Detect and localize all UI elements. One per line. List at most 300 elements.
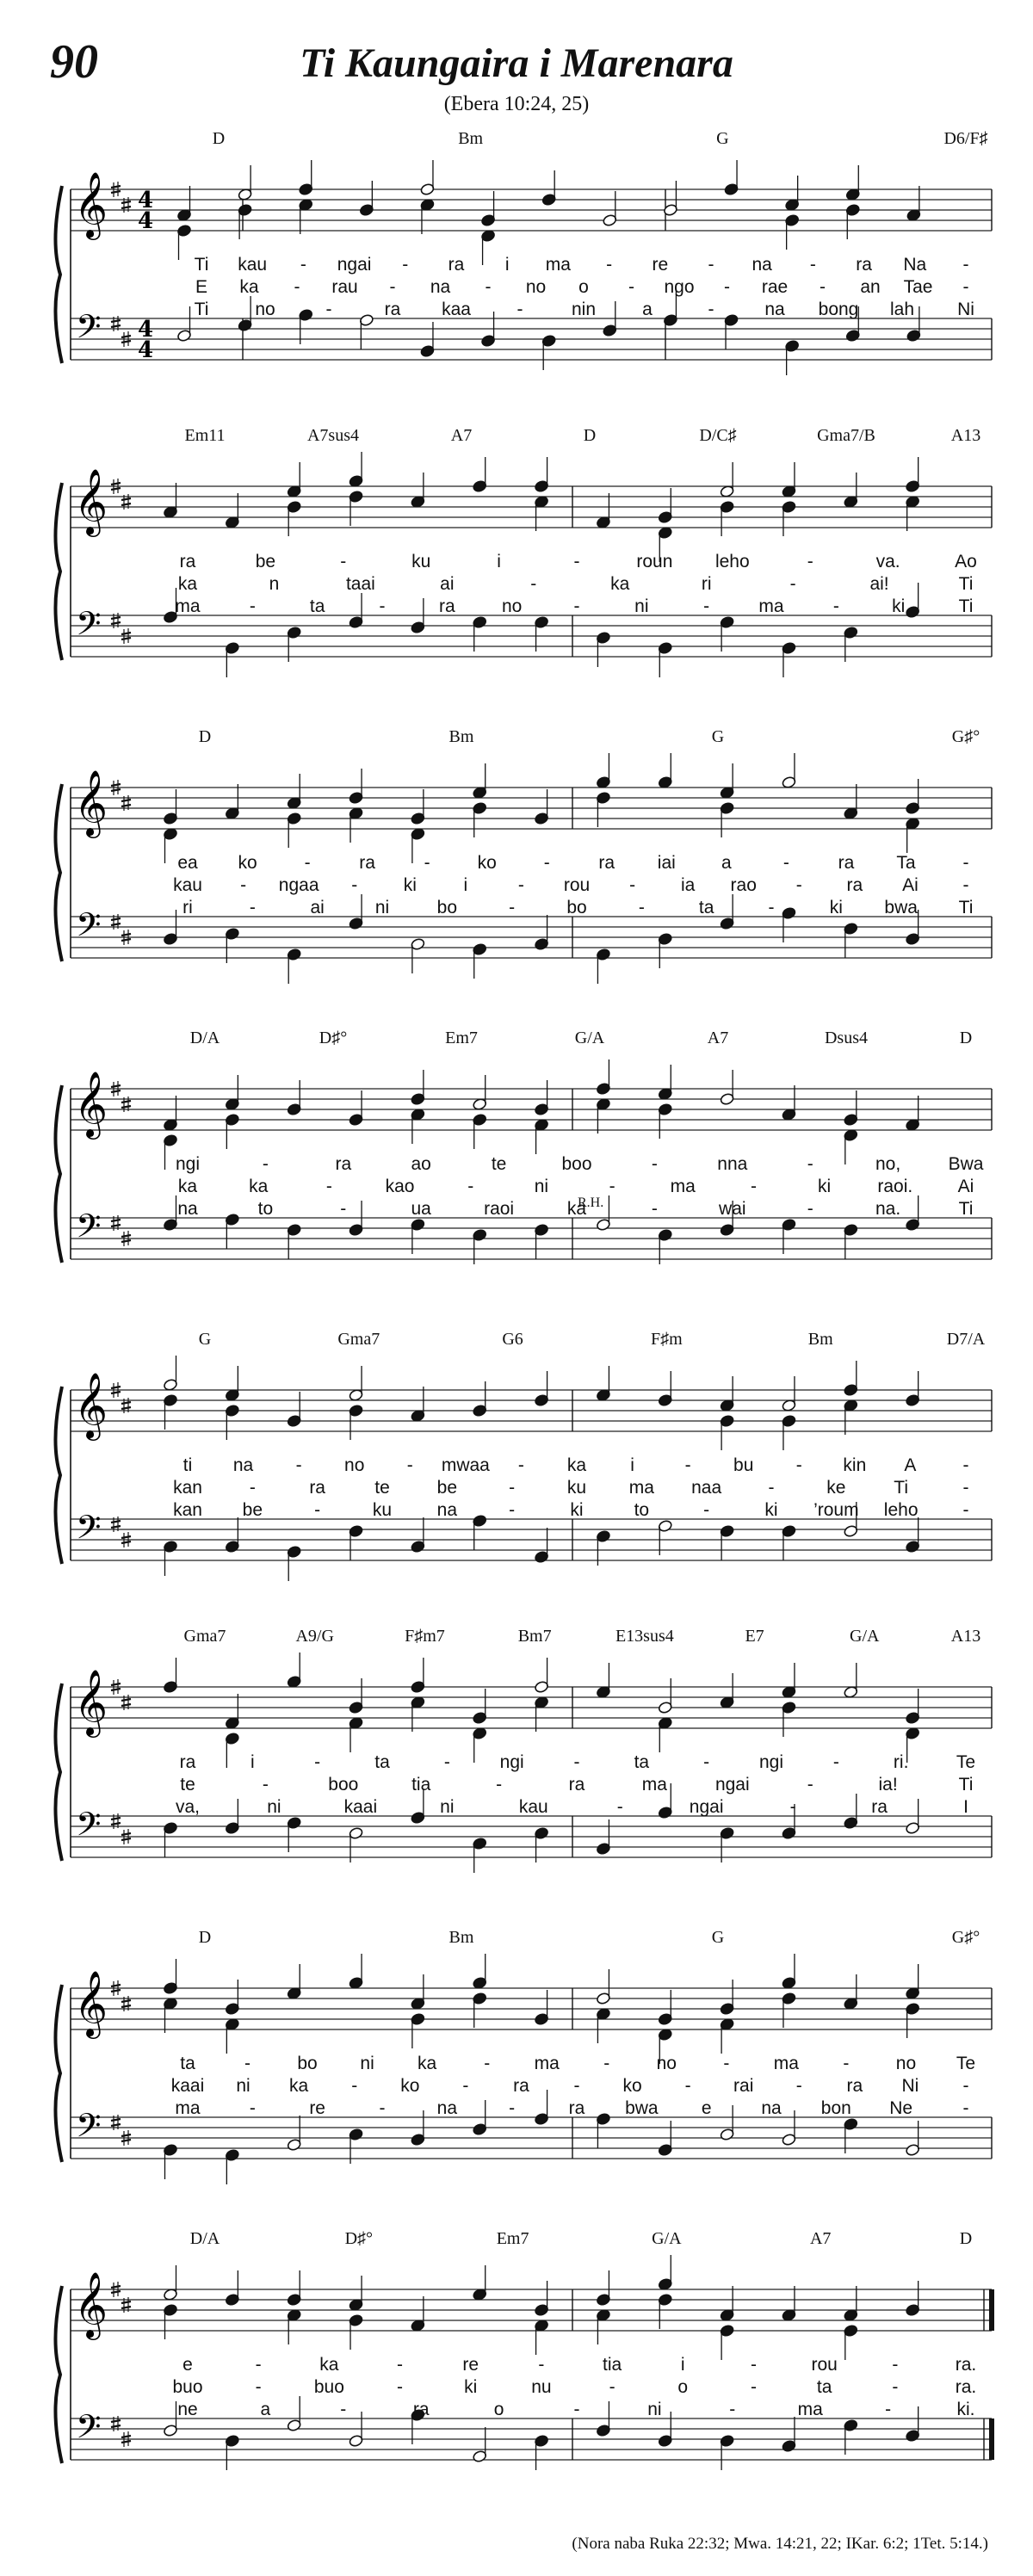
chord-symbol: F♯m: [651, 1330, 683, 1349]
lyric-syllable: -: [809, 255, 816, 275]
note-head: [299, 198, 313, 234]
note-head: [596, 631, 610, 667]
lyric-syllable: kaai: [343, 1797, 378, 1817]
lyric-syllable: kan: [173, 1478, 202, 1498]
chord-symbol: E13sus4: [615, 1627, 674, 1646]
lyric-syllable: Ti: [958, 1199, 974, 1219]
note-head: [163, 483, 177, 519]
lyric-syllable: ko: [238, 853, 257, 873]
note-head: [411, 827, 425, 863]
lyric-syllable: boo: [561, 1154, 592, 1174]
note-head: [658, 2255, 672, 2291]
note-head: [905, 457, 919, 493]
lyric-syllable: -: [807, 552, 813, 571]
note-head: [238, 296, 252, 332]
note-head: [596, 2270, 610, 2307]
right-hand-marking: R.H.: [578, 1195, 604, 1210]
note-head: [411, 1108, 425, 1144]
lyric-syllable: -: [962, 2098, 969, 2118]
lyric-syllable: -: [379, 2098, 386, 2118]
lyric-syllable: rau: [331, 277, 358, 297]
lyric-syllable: ka: [610, 574, 630, 594]
music-system: [0, 727, 1033, 1037]
treble-clef-icon: 𝄞: [74, 468, 108, 534]
note-head: [782, 1376, 796, 1412]
note-head: [163, 2265, 177, 2301]
note-head: [844, 2324, 858, 2360]
note-head: [845, 203, 860, 239]
lyric-syllable: ra: [856, 255, 872, 275]
note-head: [658, 1678, 672, 1714]
note-head: [473, 1381, 487, 1418]
footer-note: (Nora naba Ruka 22:32; Mwa. 14:21, 22; IKar. 6:2; 1Tet. 5:14.): [572, 2535, 988, 2553]
lyric-syllable: ra: [359, 853, 375, 873]
chord-symbol: Gma7: [183, 1627, 226, 1646]
lyric-syllable: -: [729, 2400, 736, 2419]
note-head: [420, 322, 435, 358]
note-head: [844, 1361, 858, 1397]
lyric-syllable: ke: [826, 1478, 846, 1498]
lyric-syllable: a: [721, 853, 732, 873]
lyric-syllable: ra: [448, 255, 465, 275]
lyric-syllable: va,: [175, 1797, 201, 1817]
note-head: [349, 1524, 363, 1560]
note-head: [905, 1799, 919, 1835]
lyric-syllable: taai: [345, 574, 375, 594]
lyric-syllable: -: [249, 898, 256, 917]
lyric-syllable: -: [708, 300, 714, 319]
lyric-syllable: e: [701, 2098, 712, 2118]
lyric-syllable: Tae: [903, 277, 933, 297]
note-head: [411, 473, 425, 509]
lyric-syllable: ngi: [175, 1154, 201, 1174]
music-system: [0, 1928, 1033, 2238]
lyric-syllable: Ti: [194, 255, 209, 275]
note-head: [782, 2110, 796, 2147]
note-head: [349, 490, 363, 526]
note-head: [844, 473, 858, 509]
note-head: [287, 500, 301, 536]
note-head: [238, 165, 252, 201]
lyric-syllable: -: [750, 2377, 757, 2397]
note-head: [596, 2401, 610, 2437]
lyric-syllable: -: [543, 853, 550, 873]
lyric-syllable: ai: [310, 898, 325, 917]
lyric-syllable: -: [249, 1478, 256, 1498]
lyric-syllable: -: [262, 1775, 269, 1795]
bass-clef-icon: 𝄢: [76, 604, 102, 651]
lyric-syllable: -: [484, 2054, 491, 2073]
note-head: [176, 224, 191, 260]
lyric-syllable: na: [232, 1455, 254, 1475]
note-head: [720, 1980, 734, 2016]
lyric-syllable: -: [892, 2355, 899, 2375]
lyric-syllable: ka: [177, 574, 198, 594]
note-head: [844, 1090, 858, 1127]
lyric-syllable: be: [255, 552, 276, 571]
lyric-syllable: ni: [647, 2400, 662, 2419]
lyric-syllable: ra: [568, 1775, 585, 1795]
brace: [55, 1683, 62, 1861]
lyric-syllable: ai!: [869, 574, 889, 594]
note-head: [473, 2100, 487, 2136]
chord-symbol: Bm: [458, 129, 484, 148]
note-head: [720, 500, 734, 536]
lyric-syllable: ka: [319, 2355, 339, 2375]
note-head: [473, 801, 487, 837]
note-head: [287, 774, 301, 810]
hymn-number: 90: [50, 35, 98, 89]
lyric-syllable: ra: [846, 2076, 863, 2096]
note-head: [658, 1990, 672, 2026]
note-head: [534, 915, 548, 951]
chord-symbol: F♯m7: [405, 1627, 445, 1646]
lyric-syllable: ko: [477, 853, 497, 873]
lyric-syllable: ngai: [689, 1797, 724, 1817]
chord-symbol: A9/G: [295, 1627, 334, 1646]
bass-clef-icon: 𝄢: [76, 905, 102, 952]
lyric-syllable: ma: [641, 1775, 667, 1795]
chord-symbol: D: [959, 2229, 973, 2248]
lyric-syllable: bu: [733, 1455, 754, 1475]
brace: [55, 1387, 62, 1564]
time-signature: 4: [138, 188, 154, 213]
note-head: [534, 789, 548, 825]
note-head: [596, 1663, 610, 1699]
lyric-syllable: no: [255, 300, 275, 319]
note-head: [603, 301, 617, 337]
note-head: [473, 1075, 487, 1111]
note-head: [720, 462, 734, 498]
note-head: [658, 1065, 672, 1101]
note-head: [596, 493, 610, 529]
note-head: [784, 339, 799, 375]
note-head: [473, 1837, 487, 1873]
lyric-syllable: na: [436, 2098, 458, 2118]
lyric-syllable: ma: [534, 2054, 560, 2073]
note-head: [534, 2434, 548, 2470]
note-head: [905, 2121, 919, 2157]
chord-symbol: A7: [707, 1029, 729, 1047]
lyric-syllable: no,: [875, 1154, 901, 1174]
note-head: [349, 452, 363, 488]
lyric-syllable: ko: [622, 2076, 642, 2096]
lyric-syllable: ra: [568, 2098, 585, 2118]
hymn-title: Ti Kaungaira i Marenara: [300, 40, 733, 86]
lyric-syllable: -: [962, 255, 969, 275]
note-head: [844, 1223, 858, 1259]
lyric-syllable: ki: [818, 1177, 832, 1196]
note-head: [411, 1658, 425, 1694]
note-head: [349, 593, 363, 629]
lyric-syllable: Ti: [958, 574, 974, 594]
note-head: [299, 160, 313, 196]
chord-symbol: G/A: [652, 2229, 682, 2248]
note-head: [784, 176, 799, 212]
hymn-header: [0, 0, 1033, 120]
note-head: [287, 812, 301, 848]
lyric-syllable: an: [860, 277, 881, 297]
chord-symbol: A7: [809, 2229, 832, 2248]
note-head: [411, 2012, 425, 2048]
lyric-syllable: ma: [797, 2400, 823, 2419]
lyric-syllable: -: [351, 875, 358, 895]
note-head: [720, 2286, 734, 2322]
note-head: [720, 801, 734, 837]
note-head: [349, 2276, 363, 2312]
lyric-syllable: ngai: [337, 255, 372, 275]
note-head: [225, 1799, 239, 1835]
lyric-syllable: -: [379, 596, 386, 616]
note-head: [905, 2406, 919, 2443]
chord-symbol: E7: [745, 1627, 764, 1646]
lyric-syllable: ka: [289, 2076, 309, 2096]
lyric-syllable: -: [314, 1500, 321, 1520]
note-head: [658, 2121, 672, 2157]
note-head: [905, 1964, 919, 2000]
lyric-syllable: ta: [180, 2054, 195, 2073]
note-head: [287, 2308, 301, 2344]
lyric-syllable: wai: [719, 1199, 746, 1219]
lyric-syllable: kaa: [442, 300, 471, 319]
lyric-syllable: Ti: [194, 300, 209, 319]
note-head: [658, 641, 672, 677]
lyric-syllable: -: [789, 1797, 796, 1817]
lyric-syllable: iai: [657, 853, 676, 873]
lyric-syllable: -: [962, 1455, 969, 1475]
lyric-syllable: ra: [598, 853, 615, 873]
lyric-syllable: ra: [846, 875, 863, 895]
note-head: [163, 1356, 177, 1392]
lyric-syllable: ni: [634, 596, 649, 616]
lyric-syllable: i: [463, 875, 468, 895]
lyric-syllable: ki.: [892, 596, 911, 616]
chord-symbol: D/A: [189, 1029, 220, 1047]
lyric-syllable: ko: [400, 2076, 420, 2096]
lyric-syllable: ra: [384, 300, 401, 319]
lyric-syllable: re: [652, 255, 669, 275]
lyric-syllable: E: [195, 277, 208, 297]
lyric-syllable: ra: [335, 1154, 352, 1174]
lyric-syllable: no: [656, 2054, 677, 2073]
lyric-syllable: -: [723, 2054, 730, 2073]
note-head: [473, 1514, 487, 1550]
note-head: [287, 948, 301, 984]
chord-symbol: G/A: [574, 1029, 605, 1047]
lyric-syllable: ma: [545, 255, 571, 275]
lyric-syllable: -: [962, 875, 969, 895]
lyric-syllable: -: [406, 1455, 413, 1475]
lyric-syllable: raoi.: [877, 1177, 913, 1196]
note-head: [349, 1404, 363, 1440]
lyric-syllable: to: [634, 1500, 650, 1520]
treble-clef-icon: 𝄞: [74, 1372, 108, 1438]
chord-symbol: A7: [450, 426, 473, 445]
lyric-syllable: ma: [773, 2054, 799, 2073]
note-head: [349, 2412, 363, 2448]
lyric-syllable: -: [485, 277, 492, 297]
note-head: [163, 2143, 177, 2179]
note-head: [658, 753, 672, 789]
lyric-syllable: -: [768, 1478, 775, 1498]
bass-clef-icon: 𝄢: [76, 307, 102, 354]
chord-symbol: D7/A: [946, 1330, 986, 1349]
lyric-syllable: ra.: [955, 2377, 977, 2397]
staff-svg: [0, 129, 1033, 422]
treble-staff: [71, 1988, 992, 2029]
lyric-syllable: -: [530, 574, 537, 594]
note-head: [225, 1694, 239, 1730]
lyric-syllable: rai: [733, 2076, 754, 2096]
lyric-syllable: -: [314, 1752, 321, 1772]
lyric-syllable: ma: [628, 1478, 654, 1498]
note-head: [844, 2286, 858, 2322]
note-head: [782, 1085, 796, 1121]
lyric-syllable: no: [501, 596, 523, 616]
note-head: [782, 1414, 796, 1450]
note-head: [411, 1387, 425, 1423]
lyric-syllable: ma: [175, 2098, 201, 2118]
lyric-syllable: ta: [309, 596, 325, 616]
note-head: [473, 2427, 487, 2463]
lyric-syllable: -: [389, 277, 396, 297]
lyric-syllable: ni: [267, 1797, 281, 1817]
lyric-syllable: -: [807, 1154, 813, 1174]
note-head: [905, 1195, 919, 1232]
chord-symbol: Dsus4: [824, 1029, 869, 1047]
note-head: [163, 1959, 177, 1995]
note-head: [534, 1080, 548, 1116]
lyric-syllable: -: [255, 2355, 262, 2375]
lyric-syllable: na: [430, 277, 451, 297]
lyric-syllable: ra: [309, 1478, 325, 1498]
chord-symbol: Bm7: [517, 1627, 552, 1646]
lyric-syllable: kau: [518, 1797, 548, 1817]
lyric-syllable: va.: [875, 552, 900, 571]
note-head: [225, 641, 239, 677]
note-head: [720, 1673, 734, 1709]
brace: [55, 483, 62, 660]
lyric-syllable: Te: [956, 1752, 976, 1772]
lyric-syllable: n: [269, 574, 280, 594]
lyric-syllable: -: [538, 2355, 545, 2375]
lyric-syllable: ma: [758, 596, 784, 616]
lyric-syllable: lah: [889, 300, 915, 319]
note-head: [225, 1404, 239, 1440]
lyric-syllable: -: [703, 1752, 710, 1772]
lyric-syllable: be: [242, 1500, 263, 1520]
lyric-syllable: ka: [418, 2054, 437, 2073]
lyric-syllable: Bwa: [948, 1154, 984, 1174]
lyric-syllable: ka: [239, 277, 259, 297]
lyric-syllable: ngi: [499, 1752, 524, 1772]
lyric-syllable: ngi: [758, 1752, 784, 1772]
chord-symbol: G/A: [850, 1627, 880, 1646]
lyric-syllable: -: [820, 277, 826, 297]
lyric-syllable: -: [708, 255, 714, 275]
note-head: [411, 1517, 425, 1554]
lyric-syllable: bwa: [625, 2098, 659, 2118]
note-head: [287, 1964, 301, 2000]
lyric-syllable: ra: [838, 853, 855, 873]
note-head: [359, 313, 374, 349]
lyric-syllable: -: [724, 277, 730, 297]
lyric-syllable: Ta: [896, 853, 916, 873]
note-head: [225, 1732, 239, 1768]
lyric-syllable: ma: [175, 596, 201, 616]
note-head: [782, 2417, 796, 2453]
lyric-syllable: -: [609, 2377, 615, 2397]
note-head: [287, 2396, 301, 2432]
note-head: [782, 1524, 796, 1560]
lyric-syllable: -: [684, 1455, 691, 1475]
lyric-syllable: ra: [179, 1752, 196, 1772]
note-head: [411, 2296, 425, 2332]
lyric-syllable: -: [962, 853, 969, 873]
lyric-syllable: raoi: [484, 1199, 515, 1219]
lyric-syllable: ngo: [664, 277, 695, 297]
lyric-syllable: -: [262, 1154, 269, 1174]
note-head: [349, 1366, 363, 1402]
chord-symbol: A13: [950, 426, 981, 445]
lyric-syllable: leho: [883, 1500, 919, 1520]
note-head: [163, 1821, 177, 1857]
note-head: [844, 1128, 858, 1164]
lyric-syllable: -: [304, 853, 311, 873]
note-head: [349, 806, 363, 843]
note-head: [724, 160, 739, 196]
note-head: [782, 1992, 796, 2028]
lyric-syllable: ra: [179, 552, 196, 571]
lyric-syllable: -: [962, 277, 969, 297]
lyric-syllable: bong: [818, 300, 859, 319]
chord-symbol: D6/F♯: [943, 129, 988, 148]
chord-symbol: D: [583, 426, 597, 445]
note-head: [473, 1954, 487, 1990]
chord-symbol: G: [711, 1928, 725, 1947]
chord-symbol: D: [198, 1928, 212, 1947]
lyric-syllable: -: [616, 1797, 623, 1817]
lyric-syllable: -: [638, 898, 645, 917]
note-head: [163, 1540, 177, 1576]
note-head: [720, 1070, 734, 1106]
lyric-syllable: -: [782, 853, 789, 873]
note-head: [349, 1201, 363, 1237]
note-head: [473, 457, 487, 493]
lyric-syllable: Ne: [889, 2098, 913, 2118]
lyric-syllable: -: [424, 853, 430, 873]
note-head: [349, 894, 363, 930]
note-head: [534, 2090, 548, 2126]
lyric-syllable: ia: [680, 875, 696, 895]
note-head: [720, 1524, 734, 1560]
lyric-syllable: ta: [374, 1752, 390, 1772]
lyric-syllable: -: [684, 2076, 691, 2096]
treble-clef-icon: 𝄞: [74, 1071, 108, 1137]
chord-symbol: Bm: [448, 1928, 474, 1947]
note-head: [163, 2401, 177, 2437]
note-head: [658, 2293, 672, 2329]
lyric-syllable: ka: [177, 1177, 198, 1196]
lyric-syllable: ka: [566, 1455, 587, 1475]
note-head: [534, 495, 548, 531]
lyric-syllable: ni: [534, 1177, 549, 1196]
chord-symbol: Em7: [445, 1029, 478, 1047]
treble-clef-icon: 𝄞: [74, 1970, 108, 2036]
lyric-syllable: Ti: [958, 596, 974, 616]
lyric-syllable: -: [325, 1177, 332, 1196]
note-head: [658, 1103, 672, 1139]
